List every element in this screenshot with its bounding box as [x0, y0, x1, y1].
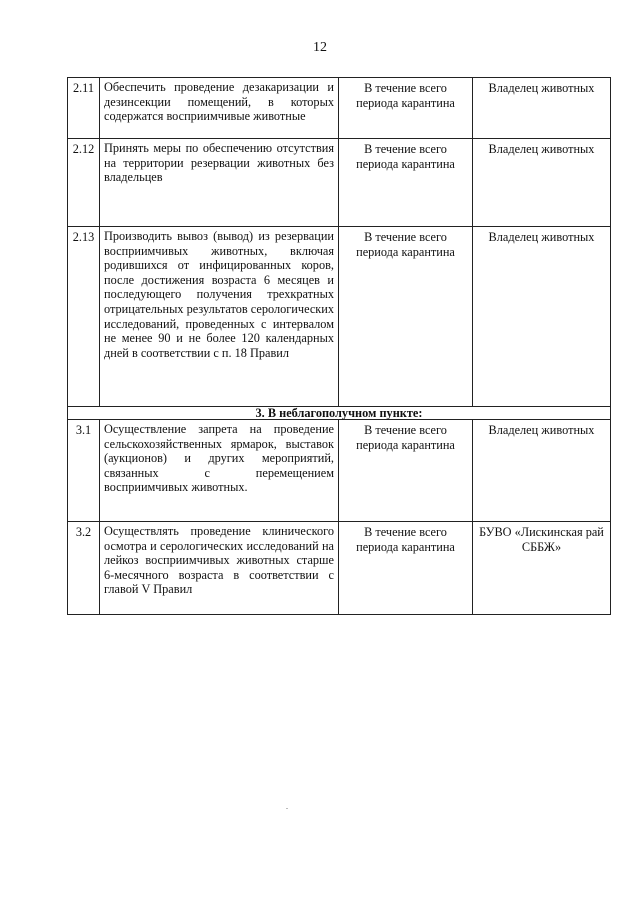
scan-speck: [286, 808, 288, 809]
measure-text: Принять меры по обеспечению отсутствия на территории резервации животных без владельцев: [100, 139, 339, 227]
responsible-text: Владелец животных: [473, 227, 611, 407]
row-number: 3.1: [68, 420, 100, 522]
table-row: [68, 227, 611, 407]
period-text: В течение всего периода карантина: [339, 420, 473, 522]
row-number: 3.2: [68, 522, 100, 615]
period-text: В течение всего периода карантина: [339, 227, 473, 407]
section-title: 3. В неблагополучном пункте:: [68, 407, 611, 420]
period-text: В течение всего периода карантина: [339, 78, 473, 139]
measure-text: Осуществление запрета на проведение сельскохозяйственных ярмарок, выставок (аукционов) и других мероприятий, связанных с перемещением восприимчивых животных.: [100, 420, 339, 522]
responsible-text: БУВО «Лискинская рай СББЖ»: [473, 522, 611, 615]
table-row: [68, 420, 611, 522]
measure-text: Обеспечить проведение дезакаризации и дезинсекции помещений, в которых содержатся восприимчивые животные: [100, 78, 339, 139]
table-row: [68, 522, 611, 615]
table-row: [68, 78, 611, 139]
page-number: 12: [313, 40, 327, 55]
row-number: 2.12: [68, 139, 100, 227]
period-text: В течение всего периода карантина: [339, 522, 473, 615]
responsible-text: Владелец животных: [473, 420, 611, 522]
period-text: В течение всего периода карантина: [339, 139, 473, 227]
measure-text: Производить вывоз (вывод) из резервации восприимчивых животных, включая родившихся от инфицированных коров, после достижения возраста 6 месяцев и последующего получения трехкратных отрицательных результатов серологических исследований, проведенных с интервалом не менее 90 и не более 120 календарных дней в соответствии с п. 18 Правил: [100, 227, 339, 407]
responsible-text: Владелец животных: [473, 139, 611, 227]
section-header-row: [68, 407, 611, 420]
row-number: 2.13: [68, 227, 100, 407]
responsible-text: Владелец животных: [473, 78, 611, 139]
quarantine-measures-table: [67, 77, 611, 615]
table-row: [68, 139, 611, 227]
measure-text: Осуществлять проведение клинического осмотра и серологических исследований на лейкоз восприимчивых животных старше 6-месячного возраста в соответствии с главой V Правил: [100, 522, 339, 615]
row-number: 2.11: [68, 78, 100, 139]
